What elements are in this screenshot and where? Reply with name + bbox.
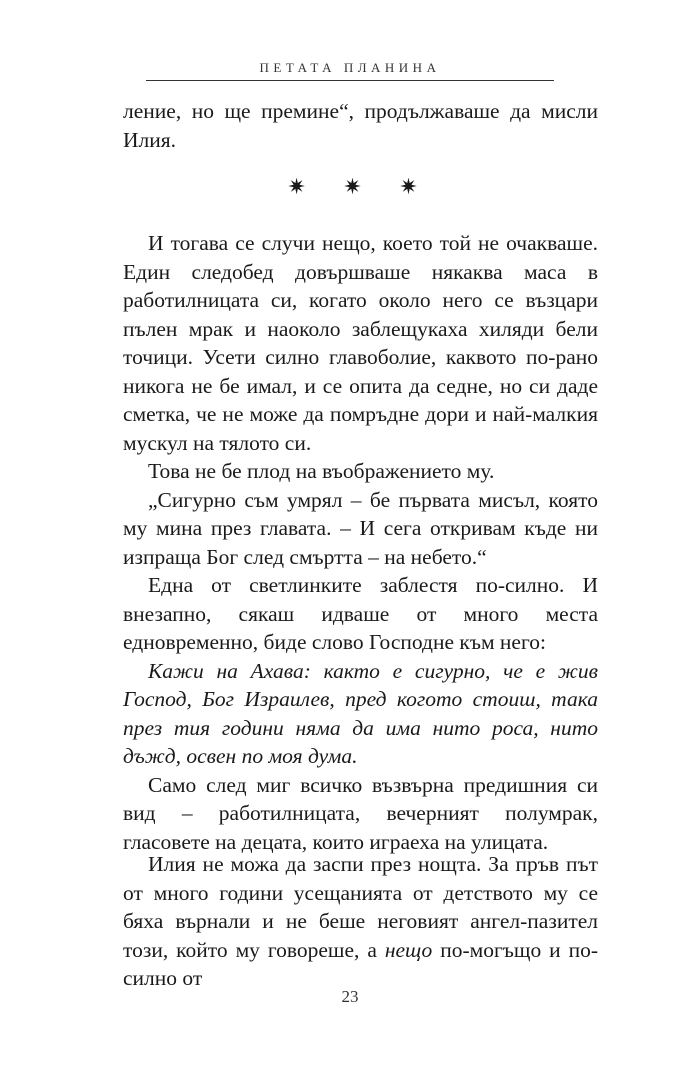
paragraph: Само след миг всичко възвърна предишния си вид – работилницата, вечерният полумрак, гласовете на децата, които играеха на улицата. <box>123 772 598 854</box>
paragraph-text: Илия не можа да заспи през нощта. За пръв път от много години усещанията от детството му се бяха върнали и не беше неговият ангел-пазител този, който му говореше, а <box>123 852 598 962</box>
italic-emphasis: нещо <box>384 937 433 962</box>
italic-quote-paragraph: Кажи на Ахава: както е сигурно, че е жив Господ, Бог Израилев, пред когото стоиш, така през тия години няма да има нито роса, нито дъжд, освен по моя дума. <box>123 658 598 768</box>
continuation-block <box>123 97 598 154</box>
paragraph: Това не бе плод на въображението му. <box>148 459 495 483</box>
running-title: ПЕТАТА ПЛАНИНА <box>259 60 441 75</box>
section-one <box>123 229 598 856</box>
section-separator: ✷ ✷ ✷ <box>287 174 434 199</box>
paragraph <box>123 850 598 993</box>
paragraph: Една от светлинките заблестя по-силно. И внезапно, сякаш идваше от много места едновременно, биде слово Господне към него: <box>123 573 598 654</box>
section-two <box>123 850 598 993</box>
paragraph: „Сигурно съм умрял – бе първата мисъл, която му мина през главата. – И сега откривам къде ни изпраща Бог след смъртта – на небето.“ <box>123 487 598 569</box>
continuation-paragraph: ление, но ще премине“, продължаваше да мисли Илия. <box>123 99 598 152</box>
paragraph: И тогава се случи нещо, което той не очакваше. Един следобед довършваше някаква маса в работилницата си, когато около него се възцари пълен мрак и наоколо заблещукаха хиляди бели точици. Усети силно главоболие, каквото по-рано никога не бе имал, и се опита да седне, но си даде сметка, че не може да помръдне дори и най-малкия мускул на тялото си. <box>123 231 598 455</box>
header-rule <box>146 80 554 81</box>
page-number: 23 <box>341 987 359 1006</box>
paragraph-text: по-могъщо и по-силно от <box>123 937 598 990</box>
